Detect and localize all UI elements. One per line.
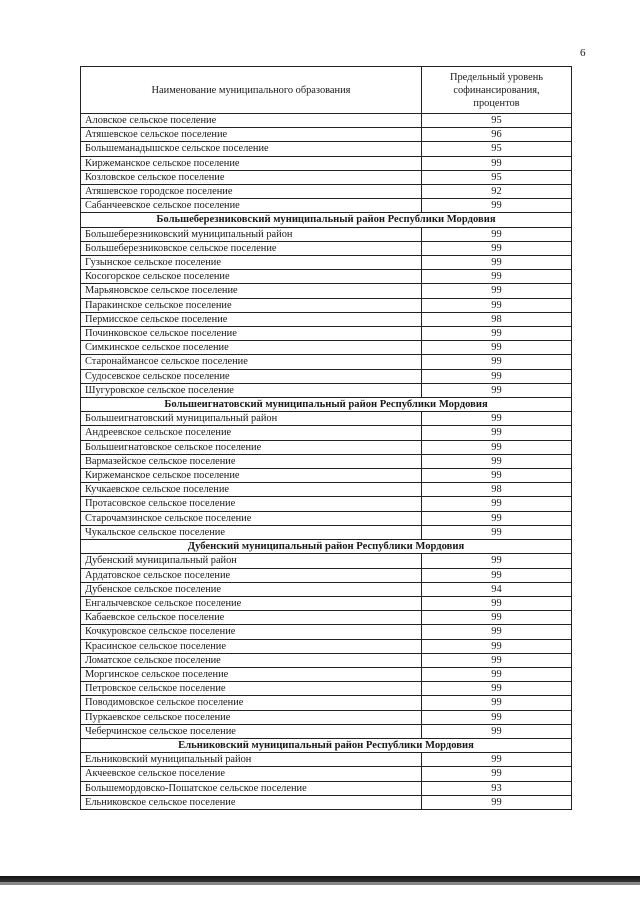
municipality-name: Пуркаевское сельское поселение (81, 710, 422, 724)
cofinancing-rate: 94 (422, 582, 572, 596)
table-row (81, 653, 572, 667)
table-row (81, 199, 572, 213)
cofinancing-rate: 99 (422, 724, 572, 738)
municipality-name: Старочамзинское сельское поселение (81, 511, 422, 525)
cofinancing-rate: 99 (422, 795, 572, 809)
table-row (81, 554, 572, 568)
cofinancing-rate: 95 (422, 170, 572, 184)
municipality-name: Паракинское сельское поселение (81, 298, 422, 312)
table-row (81, 312, 572, 326)
municipality-name: Большеберезниковское сельское поселение (81, 241, 422, 255)
table-row (81, 596, 572, 610)
municipality-name: Ельниковский муниципальный район (81, 753, 422, 767)
table-row (81, 511, 572, 525)
cofinancing-rate: 99 (422, 270, 572, 284)
cofinancing-rate: 95 (422, 142, 572, 156)
cofinancing-rate: 99 (422, 511, 572, 525)
cofinancing-rate: 99 (422, 525, 572, 539)
municipality-name: Большеберезниковский муниципальный район (81, 227, 422, 241)
municipality-name: Пермисское сельское поселение (81, 312, 422, 326)
table-row (81, 241, 572, 255)
section-row (81, 738, 572, 752)
table-row (81, 696, 572, 710)
table-row (81, 440, 572, 454)
cofinancing-rate: 99 (422, 440, 572, 454)
cofinancing-rate: 99 (422, 667, 572, 681)
municipality-name: Шугуровское сельское поселение (81, 383, 422, 397)
municipality-name: Большеигнатовское сельское поселение (81, 440, 422, 454)
table-row (81, 497, 572, 511)
table-row (81, 256, 572, 270)
cofinancing-rate: 99 (422, 284, 572, 298)
table-row (81, 170, 572, 184)
cofinancing-rate: 99 (422, 327, 572, 341)
table-row (81, 781, 572, 795)
cofinancing-rate: 99 (422, 454, 572, 468)
municipality-name: Козловское сельское поселение (81, 170, 422, 184)
column-header-rate: Предельный уровень софинансирования, процентов (422, 67, 572, 114)
cofinancing-rate: 99 (422, 696, 572, 710)
cofinancing-rate: 99 (422, 256, 572, 270)
municipality-name: Дубенское сельское поселение (81, 582, 422, 596)
cofinancing-table (80, 66, 572, 810)
cofinancing-rate: 99 (422, 227, 572, 241)
cofinancing-rate: 99 (422, 568, 572, 582)
section-row (81, 213, 572, 227)
table-row (81, 568, 572, 582)
municipality-name: Сабанчеевское сельское поселение (81, 199, 422, 213)
table-row (81, 270, 572, 284)
cofinancing-rate: 92 (422, 185, 572, 199)
cofinancing-rate: 99 (422, 412, 572, 426)
cofinancing-rate: 99 (422, 426, 572, 440)
cofinancing-rate: 99 (422, 625, 572, 639)
municipality-name: Ломатское сельское поселение (81, 653, 422, 667)
table-row (81, 795, 572, 809)
table-row (81, 710, 572, 724)
table-row (81, 341, 572, 355)
municipality-name: Атяшевское сельское поселение (81, 128, 422, 142)
table-row (81, 469, 572, 483)
cofinancing-rate: 99 (422, 653, 572, 667)
page-number: 6 (580, 47, 586, 59)
cofinancing-rate: 99 (422, 682, 572, 696)
municipality-name: Протасовское сельское поселение (81, 497, 422, 511)
cofinancing-rate: 99 (422, 199, 572, 213)
cofinancing-rate: 99 (422, 611, 572, 625)
municipality-name: Большемордовско-Пошатское сельское поселение (81, 781, 422, 795)
table-row (81, 753, 572, 767)
cofinancing-rate: 99 (422, 369, 572, 383)
table-row (81, 369, 572, 383)
municipality-name: Киржеманское сельское поселение (81, 469, 422, 483)
table-row (81, 327, 572, 341)
municipality-name: Красинское сельское поселение (81, 639, 422, 653)
cofinancing-rate: 99 (422, 383, 572, 397)
cofinancing-rate: 99 (422, 767, 572, 781)
municipality-name: Атяшевское городское поселение (81, 185, 422, 199)
column-header-name: Наименование муниципального образования (81, 67, 422, 114)
table-row (81, 298, 572, 312)
cofinancing-rate: 99 (422, 753, 572, 767)
cofinancing-rate: 99 (422, 710, 572, 724)
section-title: Ельниковский муниципальный район Республики Мордовия (81, 738, 572, 752)
section-title: Дубенский муниципальный район Республики Мордовия (81, 540, 572, 554)
municipality-name: Киржеманское сельское поселение (81, 156, 422, 170)
municipality-name: Симкинское сельское поселение (81, 341, 422, 355)
table-row (81, 284, 572, 298)
municipality-name: Гузынское сельское поселение (81, 256, 422, 270)
cofinancing-rate: 99 (422, 639, 572, 653)
municipality-name: Косогорское сельское поселение (81, 270, 422, 284)
table-row (81, 114, 572, 128)
cofinancing-rate: 95 (422, 114, 572, 128)
table-row (81, 128, 572, 142)
section-row (81, 540, 572, 554)
cofinancing-rate: 99 (422, 355, 572, 369)
municipality-name: Большеманадышское сельское поселение (81, 142, 422, 156)
table-row (81, 227, 572, 241)
cofinancing-rate: 99 (422, 241, 572, 255)
table-row (81, 667, 572, 681)
municipality-name: Енгалычевское сельское поселение (81, 596, 422, 610)
section-title: Большеигнатовский муниципальный район Республики Мордовия (81, 398, 572, 412)
municipality-name: Ельниковское сельское поселение (81, 795, 422, 809)
municipality-name: Дубенский муниципальный район (81, 554, 422, 568)
municipality-name: Большеигнатовский муниципальный район (81, 412, 422, 426)
cofinancing-rate: 99 (422, 469, 572, 483)
cofinancing-rate: 99 (422, 156, 572, 170)
municipality-name: Андреевское сельское поселение (81, 426, 422, 440)
municipality-name: Аловское сельское поселение (81, 114, 422, 128)
municipality-name: Петровское сельское поселение (81, 682, 422, 696)
municipality-name: Судосевское сельское поселение (81, 369, 422, 383)
table-row (81, 525, 572, 539)
municipality-name: Моргинское сельское поселение (81, 667, 422, 681)
table-row (81, 682, 572, 696)
scan-edge-shadow (0, 882, 640, 885)
table-header-row (81, 67, 572, 114)
table-row (81, 483, 572, 497)
cofinancing-rate: 99 (422, 341, 572, 355)
municipality-name: Марьяновское сельское поселение (81, 284, 422, 298)
table-row (81, 724, 572, 738)
municipality-name: Починковское сельское поселение (81, 327, 422, 341)
table-row (81, 355, 572, 369)
municipality-name: Кучкаевское сельское поселение (81, 483, 422, 497)
table-row (81, 639, 572, 653)
table-body (81, 114, 572, 810)
municipality-name: Вармазейское сельское поселение (81, 454, 422, 468)
table-row (81, 625, 572, 639)
table-row (81, 582, 572, 596)
section-row (81, 398, 572, 412)
cofinancing-rate: 99 (422, 298, 572, 312)
municipality-name: Ардатовское сельское поселение (81, 568, 422, 582)
cofinancing-rate: 98 (422, 312, 572, 326)
table-row (81, 156, 572, 170)
municipality-name: Акчеевское сельское поселение (81, 767, 422, 781)
table-row (81, 426, 572, 440)
section-title: Большеберезниковский муниципальный район Республики Мордовия (81, 213, 572, 227)
table-row (81, 454, 572, 468)
municipality-name: Поводимовское сельское поселение (81, 696, 422, 710)
cofinancing-rate: 99 (422, 497, 572, 511)
table-row (81, 185, 572, 199)
municipality-name: Чукальское сельское поселение (81, 525, 422, 539)
table-row (81, 611, 572, 625)
cofinancing-rate: 96 (422, 128, 572, 142)
municipality-name: Кочкуровское сельское поселение (81, 625, 422, 639)
municipality-name: Чеберчинское сельское поселение (81, 724, 422, 738)
cofinancing-rate: 99 (422, 596, 572, 610)
municipality-name: Старонаймансое сельское поселение (81, 355, 422, 369)
table-row (81, 412, 572, 426)
table-row (81, 383, 572, 397)
cofinancing-rate: 99 (422, 554, 572, 568)
table-row (81, 142, 572, 156)
cofinancing-rate: 93 (422, 781, 572, 795)
table-row (81, 767, 572, 781)
municipality-name: Кабаевское сельское поселение (81, 611, 422, 625)
cofinancing-rate: 98 (422, 483, 572, 497)
